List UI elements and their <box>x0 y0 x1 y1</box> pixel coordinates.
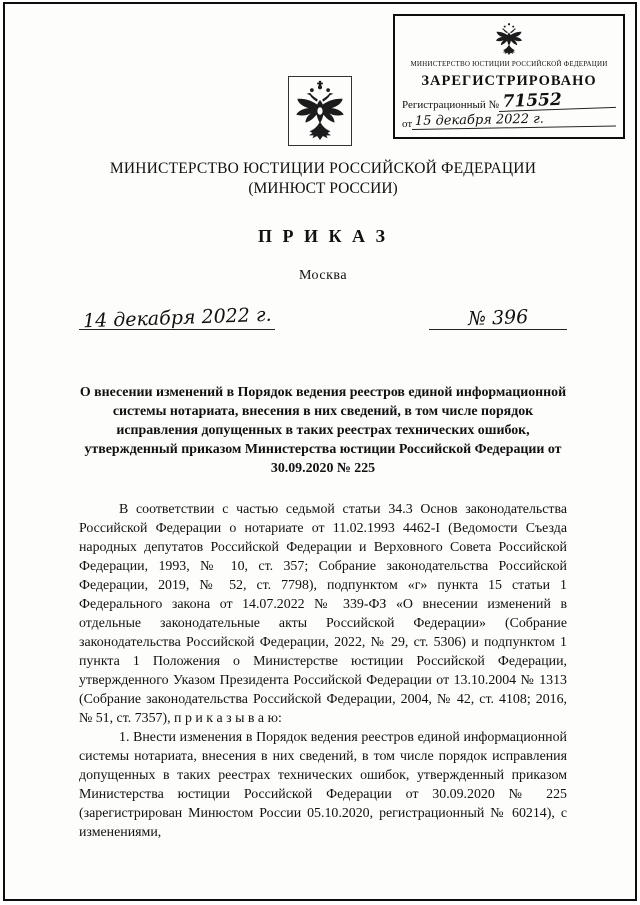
order-body <box>79 500 567 843</box>
coat-of-arms-frame <box>288 76 352 146</box>
page-border <box>3 2 637 901</box>
registration-stamp <box>393 14 625 139</box>
coat-of-arms-eagle-icon <box>291 79 349 143</box>
date-number-row <box>79 303 567 333</box>
order-number-handwritten: № 396 <box>467 305 529 331</box>
city-label: Москва <box>298 268 348 283</box>
stamp-registration-line <box>402 89 616 112</box>
stamp-reg-number-handwritten: 71552 <box>498 90 616 112</box>
document-type-heading: П Р И К А З <box>257 226 389 246</box>
stamp-date-label: от <box>402 117 413 130</box>
body-paragraph-2: 1. Внести изменения в Порядок ведения реестров единой информационной системы нотариата, внесения в них сведений, в том числе порядок исправления допущенных в таких реестрах технических ошибок, утвержденный приказом Министерства юстиции Российской Федерации от 30.09.2020 № 225 (зарегистрирован Минюстом России 05.10.2020, регистрационный № 60214), с изменениями, <box>79 730 567 841</box>
body-paragraph-1: В соответствии с частью седьмой статьи 34.3 Основ законодательства Российской Федерации о нотариате от 11.02.1993 4462-I (Ведомости Съезда народных депутатов Российской Федерации и Верховного Совета Российской Федерации, 1993, № 10, ст. 357; Собрание законодательства Российской Федерации, 2019, № 52, ст. 7798), подпунктом «г» пункта 15 статьи 1 Федерального закона от 14.07.2022 № 339-ФЗ «О внесении изменений в отдельные законодательные акты Российской Федерации» (Собрание законодательства Российской Федерации, 2022, № 29, ст. 5306) и подпунктом 1 пункта 1 Положения о Министерстве юстиции Российской Федерации, утвержденного Указом Президента Российской Федерации от 13.10.2004 № 1313 (Собрание законодательства Российской Федерации, 2004, № 42, ст. 4108; 2016, № 51, ст. 7357), п р и к а з ы в а ю: <box>79 501 567 727</box>
stamp-date-handwritten: 15 декабря 2022 г. <box>412 111 616 129</box>
stamp-reg-label: Регистрационный № <box>402 99 500 111</box>
stamp-date-line <box>402 111 616 130</box>
ministry-heading-line1: МИНИСТЕРСТВО ЮСТИЦИИ РОССИЙСКОЙ ФЕДЕРАЦИИ <box>109 160 537 177</box>
stamp-ministry-label: МИНИСТЕРСТВО ЮСТИЦИИ РОССИЙСКОЙ ФЕДЕРАЦИИ <box>410 60 608 68</box>
order-title: О внесении изменений в Порядок ведения реестров единой информационной системы нотариата, внесения в них сведений, в том числе порядок исправления допущенных в таких реестрах технических ошибок, утвержденный приказом Министерства юстиции Российской Федерации от 30.09.2020 № 225 <box>79 385 567 476</box>
stamp-registered-label: ЗАРЕГИСТРИРОВАНО <box>421 73 597 89</box>
date-slot <box>79 303 275 333</box>
stamp-eagle-icon <box>492 21 526 57</box>
number-slot <box>429 305 567 331</box>
date-handwritten: 14 декабря 2022 г. <box>82 303 272 333</box>
ministry-heading-line2: (МИНЮСТ РОССИИ) <box>248 180 398 197</box>
document-content <box>79 160 567 842</box>
